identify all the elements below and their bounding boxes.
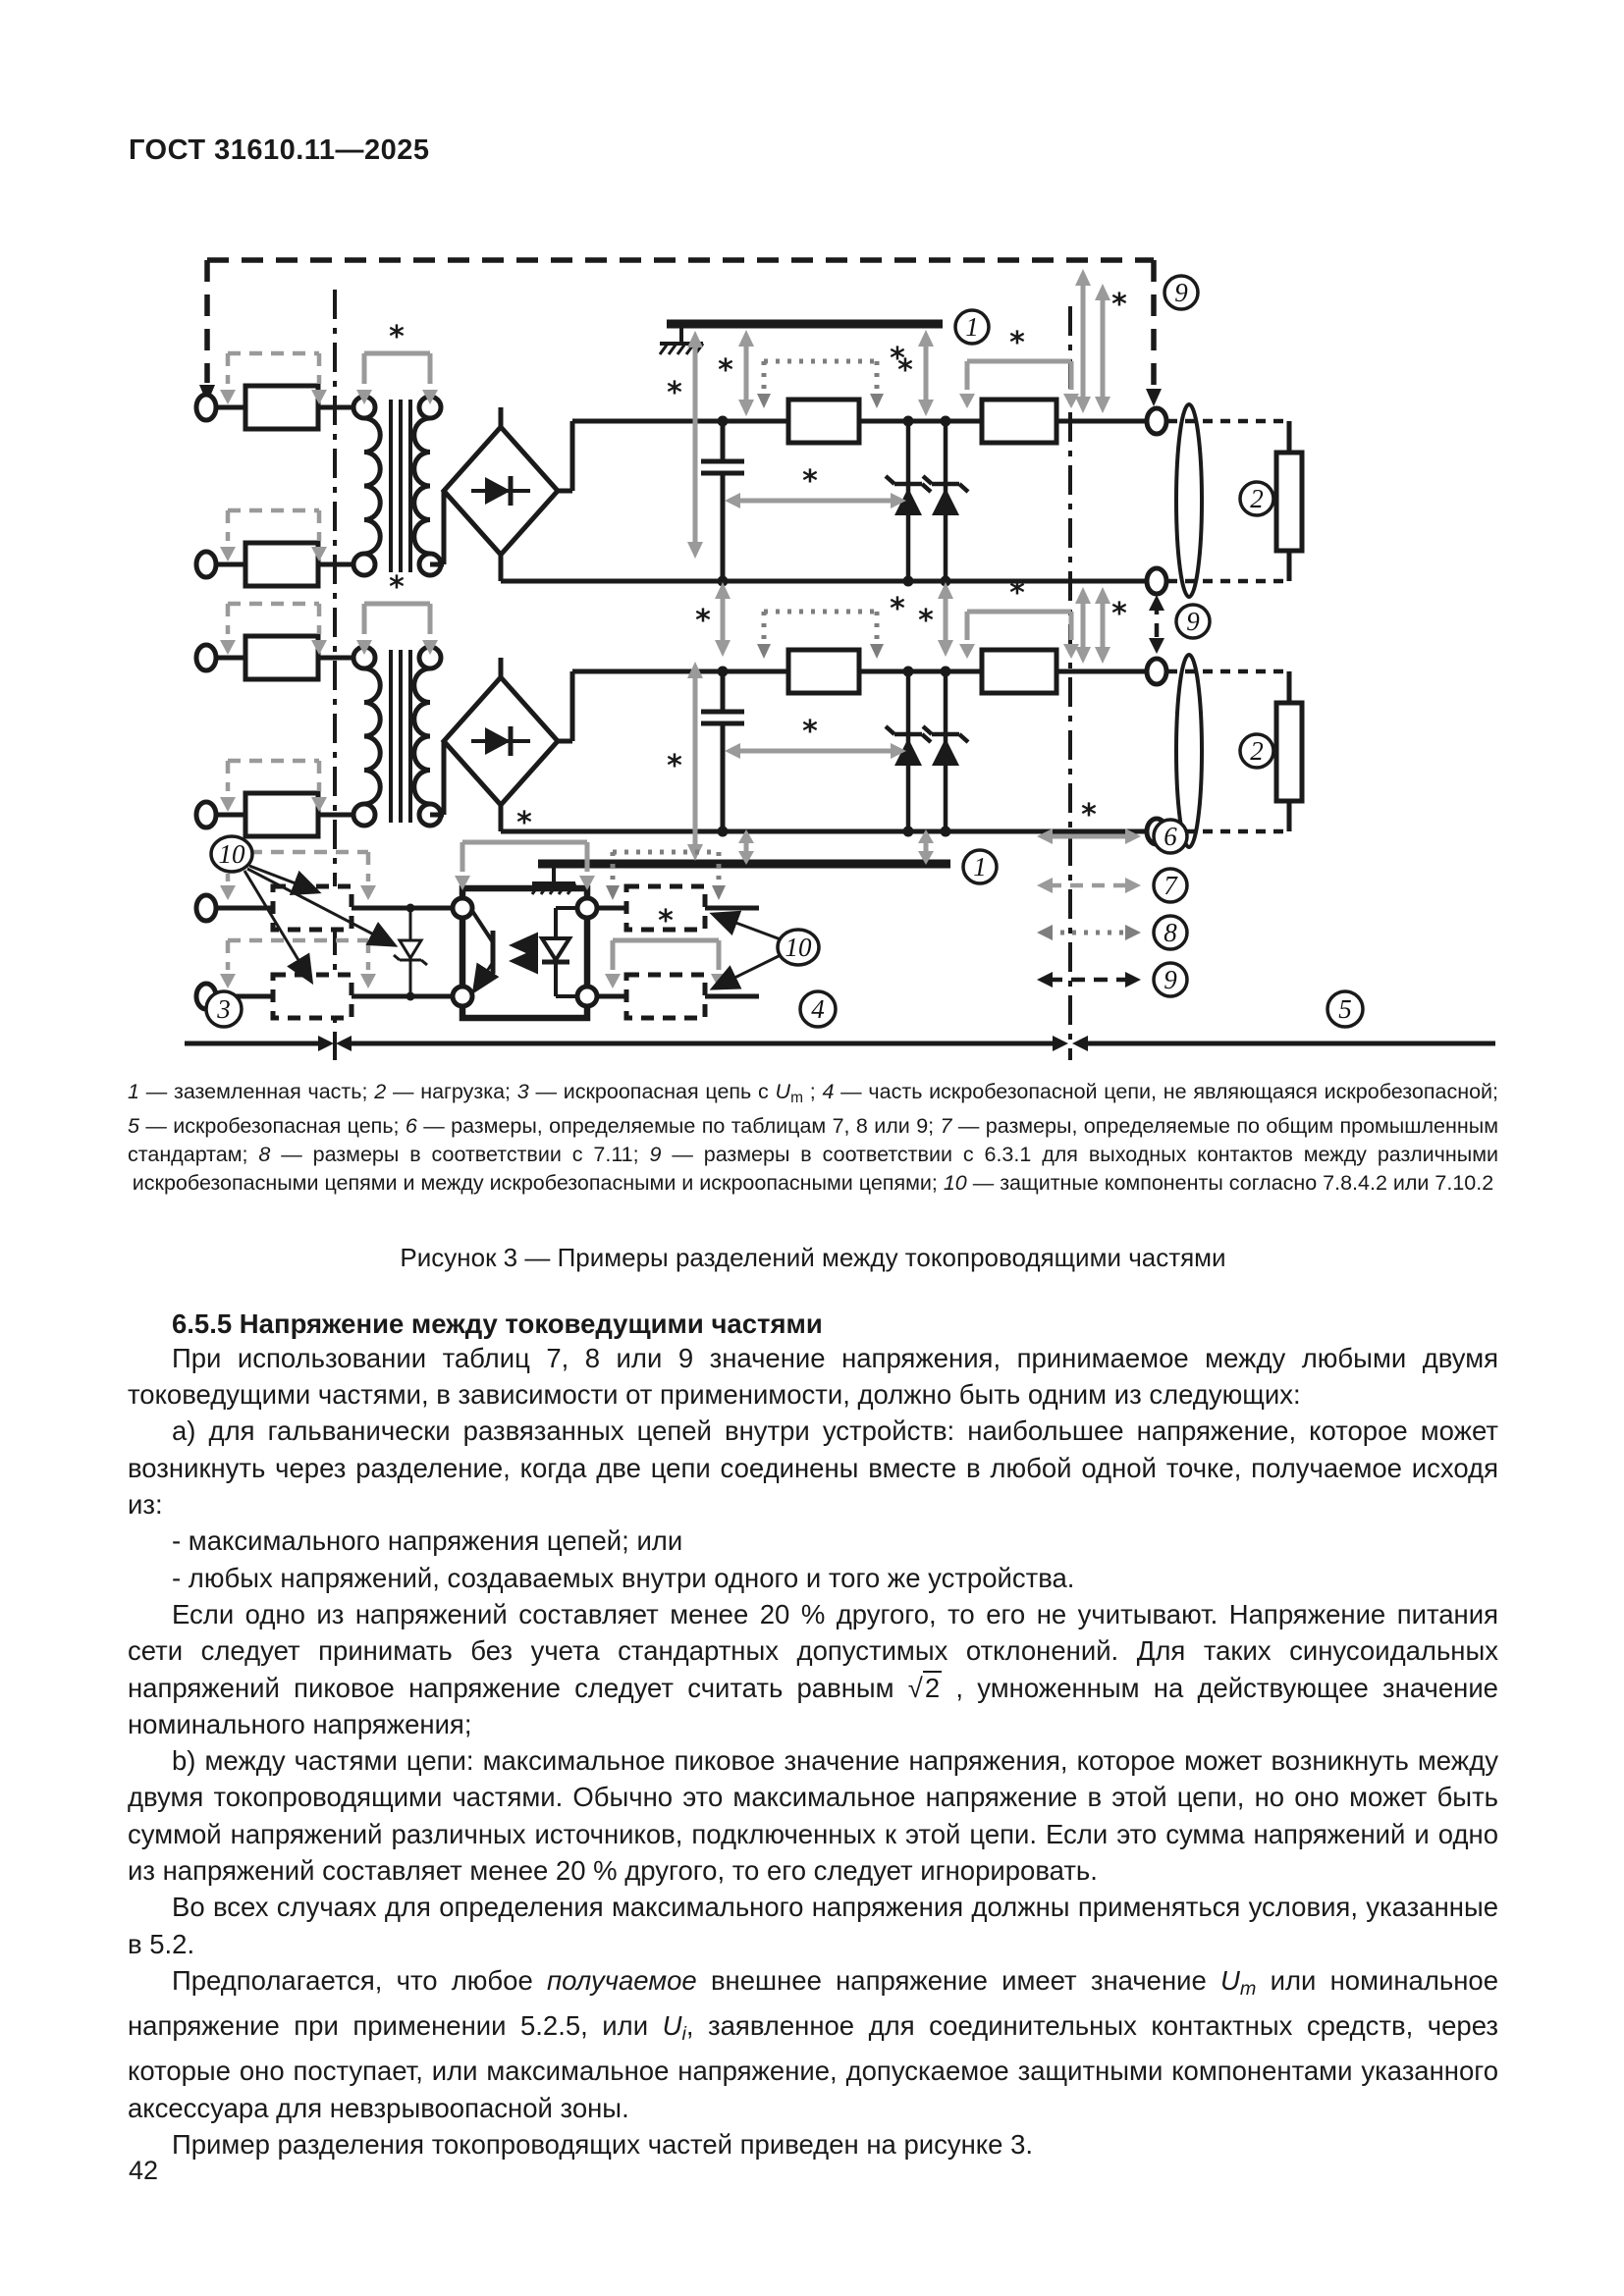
paragraph: b) между частями цепи: максимальное пиковое значение напряжения, которое может возникнуть между двумя токопроводящими частями. Обычно это максимальное напряжение в этой цепи, но оно может быть суммой напряжений различных источников, подключенных к этой цепи. Если это сумма напряжений и одно из напряжений составляет менее 20 % другого, то его следует игнорировать. (128, 1745, 1498, 1887)
paragraph: Во всех случаях для определения максимального напряжения должны применяться условия, указанные в 5.2. (128, 1892, 1498, 1959)
protective-component-box (626, 975, 705, 1018)
protective-component-box (273, 886, 352, 930)
figure-caption: Рисунок 3 — Примеры разделений между токопроводящими частями (400, 1242, 1226, 1272)
callout-10: 10 (218, 839, 245, 869)
callout-3: 3 (217, 994, 231, 1024)
output-separation-9 (1149, 595, 1210, 654)
figure-legend: 1 — заземленная часть; 2 — нагрузка; 3 — искроопасная цепь с Um ; 4 — часть искробезопасной цепи, не являющаяся искробезопасной; 5 — искробезопасная цепь; 6 — размеры, определяемые по таблицам 7, 8 или 9; 7 — размеры, определяемые по общим промышленным стандартам; 8 — размеры в соответствии с 7.11; 9 — размеры в соответствии с 6.3.1 для выходных контактов между различными искробезопасными цепями и между искробезопасными и искроопасными цепями; 10 — защитные компоненты согласно 7.8.4.2 или 7.10.2 (128, 1080, 1499, 1195)
svg-text:*: * (1111, 288, 1127, 322)
callout-5: 5 (1338, 994, 1352, 1024)
svg-text:*: * (918, 604, 934, 638)
arrow-type-legend (1037, 798, 1187, 996)
text-column (128, 1078, 1498, 2163)
zone-dimension-line (185, 991, 1495, 1051)
svg-text:*: * (695, 604, 711, 638)
callout-9: 9 (1186, 607, 1200, 636)
svg-text:*: * (667, 749, 682, 783)
svg-text:*: * (516, 806, 532, 840)
paragraph: Если одно из напряжений составляет менее 20 % другого, то его не учитывают. Напряжение питания сети следует принимать без учета стандартных допустимых отклонений. Для таких синусоидальных напряжений пиковое напряжение следует считать равным √2 , умноженным на действующее значение номинального напряжения; (128, 1598, 1498, 1739)
callout-1: 1 (965, 312, 979, 342)
figure3-separation-diagram: * * * * 1 * * * * 2 9 9 * * * 1 * 2 10 * * 10 * 6 7 8 9 3 4 5 (126, 137, 1500, 1129)
callout-2: 2 (1250, 736, 1264, 766)
paragraph: Пример разделения токопроводящих частей приведен на рисунке 3. (172, 2128, 1034, 2160)
callout-1: 1 (973, 852, 987, 881)
paragraph: a) для гальванически развязанных цепей внутри устройств: наибольшее напряжение, которое может возникнуть через разделение, когда две цепи соединены вместе в любой одной точке, получаемое исходя из: (128, 1415, 1498, 1521)
svg-text:*: * (1081, 798, 1097, 832)
paragraph: Предполагается, что любое получаемое внешнее напряжение имеет значение Um или номинальное напряжение при применении 5.2.5, или Ui, заявленное для соединительных контактных средств, через которые оно поступает, или максимальное напряжение, допускаемое защитными компонентами указанного аксессуара для невзрывоопасной зоны. (128, 1964, 1498, 2123)
paragraph: При использовании таблиц 7, 8 или 9 значение напряжения, принимаемое между любыми двумя токоведущими частями, в зависимости от применимости, должно быть одним из следующих: (128, 1342, 1498, 1411)
protective-component-box (273, 975, 352, 1018)
svg-text:*: * (897, 353, 913, 388)
standard-number: ГОСТ 31610.11—2025 (129, 134, 430, 166)
svg-text:*: * (718, 353, 733, 388)
callout-8: 8 (1164, 918, 1177, 947)
callout-10: 10 (785, 933, 812, 962)
svg-text:*: * (667, 376, 682, 410)
list-item: - любых напряжений, создаваемых внутри одного и того же устройства. (172, 1562, 1075, 1593)
channel-1 (196, 320, 1302, 597)
callout-4: 4 (811, 994, 825, 1024)
svg-text:*: * (1111, 597, 1127, 631)
ground-bus-1 (660, 310, 989, 354)
channel-2 (196, 570, 1302, 847)
callout-7: 7 (1164, 871, 1177, 900)
callout-6: 6 (1164, 822, 1177, 851)
list-item: - максимального напряжения цепей; или (172, 1525, 683, 1557)
callout-9: 9 (1174, 278, 1188, 307)
svg-text:*: * (658, 904, 674, 938)
section-heading: 6.5.5 Напряжение между токоведущими частями (172, 1308, 823, 1339)
between-channel-arrows (695, 582, 1127, 664)
zone-divider-lines (335, 290, 1070, 1060)
callout-2: 2 (1250, 484, 1264, 513)
page-number: 42 (129, 2156, 159, 2185)
callout-9: 9 (1164, 965, 1177, 994)
